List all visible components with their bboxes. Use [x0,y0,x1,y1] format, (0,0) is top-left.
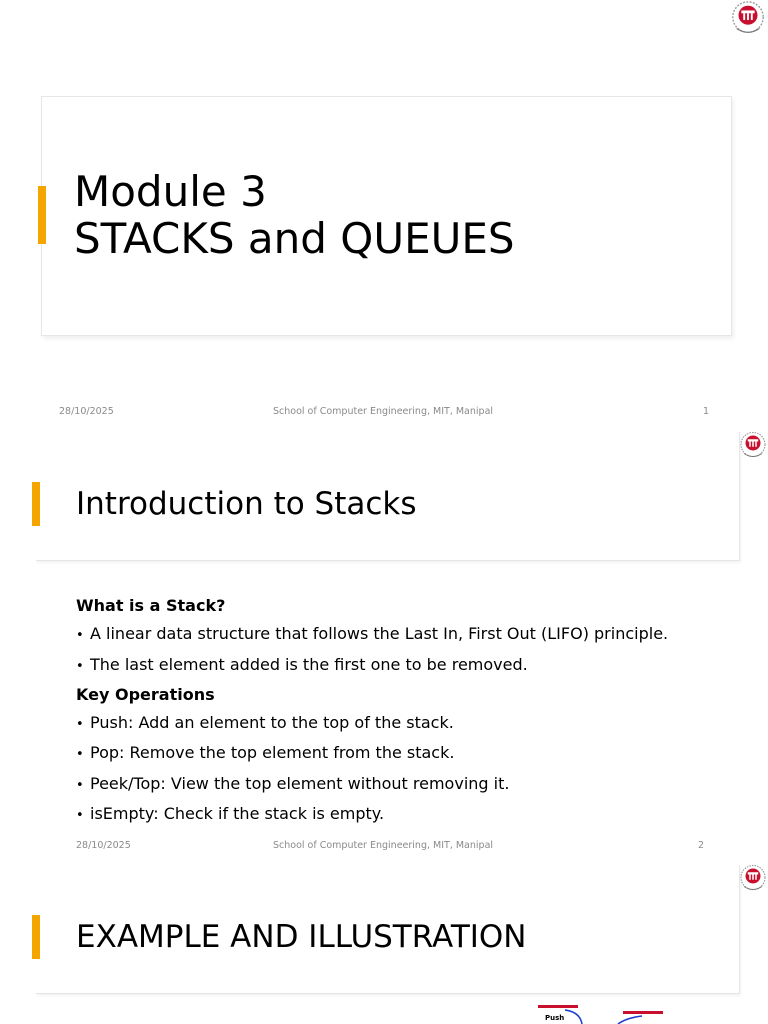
pop-arrow [618,1016,642,1024]
footer-page-number: 1 [703,406,710,417]
slide-title [74,168,515,262]
footer-page-number: 2 [698,840,705,851]
slide-body [76,592,736,830]
bullet-item: • The last element added is the first one to be removed. [76,651,736,681]
module-subtitle: STACKS and QUEUES [74,214,515,263]
stack-top-bar [538,1005,578,1008]
section-accent-bar [32,915,40,959]
bullet-item: • Push: Add an element to the top of the stack. [76,709,736,739]
module-title: Module 3 [74,167,267,216]
bullet-item: • Pop: Remove the top element from the stack. [76,739,736,769]
bullet-item: • A linear data structure that follows the Last In, First Out (LIFO) principle. [76,620,736,650]
bullet-item: • Peek/Top: View the top element without removing it. [76,770,736,800]
bullet-item: • isEmpty: Check if the stack is empty. [76,800,736,830]
section-accent-bar [32,482,40,526]
university-logo-icon [738,431,768,461]
footer-date: 28/10/2025 [59,406,114,417]
footer-school: School of Computer Engineering, MIT, Manipal [273,406,494,417]
title-accent-bar [38,186,46,244]
subheading: What is a Stack? [76,596,226,615]
footer-date: 28/10/2025 [76,840,131,851]
push-label: Push [545,1014,565,1022]
stack-top-bar [623,1011,663,1014]
subheading: Key Operations [76,684,215,704]
push-arrow [565,1010,582,1024]
university-logo-icon [738,864,768,894]
section-title: EXAMPLE AND ILLUSTRATION [76,919,527,955]
university-logo-icon [729,0,767,38]
section-title: Introduction to Stacks [76,486,417,522]
footer-school: School of Computer Engineering, MIT, Manipal [273,840,494,851]
